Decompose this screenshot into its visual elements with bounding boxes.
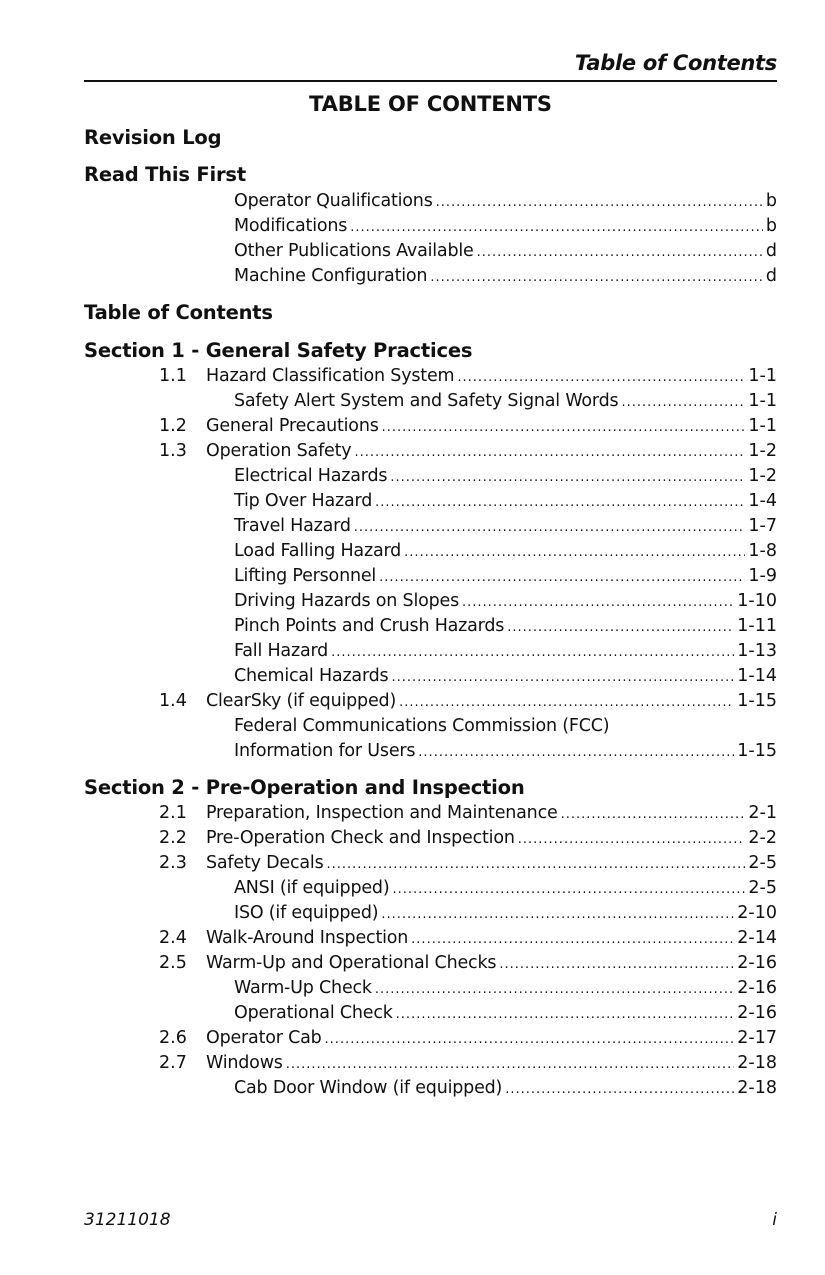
toc-entry[interactable] — [84, 1076, 777, 1101]
toc-entry-label: Preparation, Inspection and Maintenance — [206, 803, 558, 823]
toc-entry[interactable] — [84, 564, 777, 589]
toc-entry-label: Operator Qualifications — [234, 191, 433, 211]
toc-entry-label: ISO (if equipped) — [234, 903, 379, 923]
toc-entry-label: Tip Over Hazard — [234, 491, 373, 511]
toc-entry[interactable] — [84, 951, 777, 976]
toc-entry-label: Pinch Points and Crush Hazards — [234, 616, 505, 636]
toc-heading-label: Section 1 - General Safety Practices — [84, 339, 473, 362]
dot-leader — [462, 590, 734, 615]
toc-entry-page: d — [765, 266, 777, 286]
toc-entry-number: 1.1 — [159, 366, 187, 386]
toc-heading-revision-log[interactable] — [84, 125, 777, 150]
toc-entry-label: Chemical Hazards — [234, 666, 389, 686]
toc-entry[interactable] — [84, 214, 777, 239]
toc-entry-page: 2-16 — [737, 1003, 777, 1023]
toc-entry-number: 2.4 — [159, 928, 187, 948]
toc-entry-page: 1-10 — [737, 591, 777, 611]
toc-entry-label: Modifications — [234, 216, 348, 236]
dot-leader — [430, 265, 763, 290]
toc-entry[interactable] — [84, 1026, 777, 1051]
toc-entry-page: 2-18 — [737, 1078, 777, 1098]
dot-leader — [354, 440, 745, 465]
toc-entry[interactable] — [84, 539, 777, 564]
toc-entry-page: 1-11 — [737, 616, 777, 636]
toc-entry-label: Operation Safety — [206, 441, 352, 461]
toc-entry-label: Windows — [206, 1053, 283, 1073]
toc-entry-label: Warm-Up and Operational Checks — [206, 953, 497, 973]
toc-entry-number: 2.6 — [159, 1028, 187, 1048]
dot-leader — [499, 952, 734, 977]
toc-entry-label: Driving Hazards on Slopes — [234, 591, 460, 611]
dot-leader — [518, 827, 746, 852]
toc-entry-page: 2-14 — [737, 928, 777, 948]
toc-entry-label: Federal Communications Commission (FCC) — [234, 716, 610, 736]
toc-entry[interactable] — [84, 851, 777, 876]
toc-entry-number: 1.4 — [159, 691, 187, 711]
toc-entry-label: Safety Alert System and Safety Signal Words — [234, 391, 619, 411]
dot-leader — [399, 690, 734, 715]
toc-entry-page: b — [765, 191, 777, 211]
toc-entry-label: Safety Decals — [206, 853, 324, 873]
toc-entry-label: Warm-Up Check — [234, 978, 372, 998]
dot-leader — [381, 902, 734, 927]
toc-entry-page: 2-16 — [737, 978, 777, 998]
toc-entry[interactable] — [84, 976, 777, 1001]
toc-entry-label: Information for Users — [234, 741, 416, 761]
toc-entry-label: Travel Hazard — [234, 516, 351, 536]
toc-entry-number: 1.3 — [159, 441, 187, 461]
toc-entry[interactable] — [84, 664, 777, 689]
toc-entry-page: 1-15 — [737, 741, 777, 761]
toc-entry-wrap-line[interactable] — [84, 714, 777, 739]
toc-entry-number: 2.1 — [159, 803, 187, 823]
toc-entry-label: Fall Hazard — [234, 641, 329, 661]
toc-entry-label: Lifting Personnel — [234, 566, 377, 586]
toc-entry-number: 2.7 — [159, 1053, 187, 1073]
toc-entry-label: Hazard Classification System — [206, 366, 455, 386]
toc-entry-page: 1-4 — [748, 491, 777, 511]
toc-entry-label: Walk-Around Inspection — [206, 928, 409, 948]
dot-leader — [350, 215, 763, 240]
toc-entry[interactable] — [84, 826, 777, 851]
toc-entry[interactable] — [84, 1001, 777, 1026]
toc-entry-page: 2-17 — [737, 1028, 777, 1048]
toc-entry[interactable] — [84, 439, 777, 464]
dot-leader — [327, 852, 746, 877]
toc-entry-page: 2-18 — [737, 1053, 777, 1073]
toc-entry-page: 2-2 — [748, 828, 777, 848]
toc-entry[interactable] — [84, 1051, 777, 1076]
toc-entry-page: 2-10 — [737, 903, 777, 923]
toc-heading-label: Revision Log — [84, 126, 222, 149]
toc-entry-label: Operator Cab — [206, 1028, 322, 1048]
toc-entry-number: 1.2 — [159, 416, 187, 436]
toc-entry-page: 2-5 — [748, 878, 777, 898]
toc-entry-page: 2-16 — [737, 953, 777, 973]
toc-entry[interactable] — [84, 614, 777, 639]
toc-entry-page: 1-2 — [748, 466, 777, 486]
dot-leader — [411, 927, 734, 952]
dot-leader — [477, 240, 763, 265]
running-header: Table of Contents — [574, 51, 777, 75]
dot-leader — [418, 740, 734, 765]
toc-heading-section-1[interactable] — [84, 338, 777, 363]
toc-entry-page: 1-1 — [748, 366, 777, 386]
toc-entry-page: d — [765, 241, 777, 261]
toc-entry[interactable] — [84, 689, 777, 714]
toc-entry[interactable] — [84, 901, 777, 926]
toc-heading-label: Table of Contents — [84, 301, 273, 324]
toc-heading-label: Section 2 - Pre-Operation and Inspection — [84, 776, 525, 799]
dot-leader — [390, 465, 745, 490]
toc-entry-label: ClearSky (if equipped) — [206, 691, 397, 711]
dot-leader — [507, 615, 734, 640]
toc-entry[interactable] — [84, 801, 777, 826]
toc-entry-page: b — [765, 216, 777, 236]
toc-entry-page: 1-2 — [748, 441, 777, 461]
dot-leader — [354, 515, 746, 540]
toc-entry-page: 2-1 — [748, 803, 777, 823]
dot-leader — [331, 640, 734, 665]
dot-leader — [621, 390, 745, 415]
toc-heading-label: Read This First — [84, 163, 246, 186]
toc-entry-page: 1-1 — [748, 416, 777, 436]
dot-leader — [382, 415, 746, 440]
toc-heading-table-of-contents[interactable] — [84, 300, 777, 325]
toc-entry-page: 1-8 — [748, 541, 777, 561]
page-title: TABLE OF CONTENTS — [309, 92, 552, 116]
toc-entry[interactable] — [84, 464, 777, 489]
toc-entry[interactable] — [84, 189, 777, 214]
footer-page-number: i — [772, 1210, 777, 1230]
dot-leader — [391, 665, 734, 690]
toc-heading-section-2[interactable] — [84, 775, 777, 800]
toc-entry[interactable] — [84, 589, 777, 614]
dot-leader — [286, 1052, 735, 1077]
toc-entry-page: 1-1 — [748, 391, 777, 411]
dot-leader — [436, 190, 763, 215]
toc-entry[interactable] — [84, 389, 777, 414]
toc-list — [84, 0, 777, 1275]
dot-leader — [379, 565, 745, 590]
toc-entry-label: Other Publications Available — [234, 241, 474, 261]
dot-leader — [505, 1077, 734, 1102]
toc-entry[interactable] — [84, 364, 777, 389]
toc-heading-read-this-first[interactable] — [84, 162, 777, 187]
dot-leader — [375, 977, 734, 1002]
toc-entry[interactable] — [84, 239, 777, 264]
toc-entry[interactable] — [84, 414, 777, 439]
toc-entry-label: Cab Door Window (if equipped) — [234, 1078, 503, 1098]
toc-entry[interactable] — [84, 926, 777, 951]
toc-entry-label: Pre-Operation Check and Inspection — [206, 828, 515, 848]
dot-leader — [404, 540, 745, 565]
toc-entry-page: 1-14 — [737, 666, 777, 686]
toc-entry[interactable] — [84, 876, 777, 901]
dot-leader — [325, 1027, 735, 1052]
toc-entry-label: ANSI (if equipped) — [234, 878, 390, 898]
footer-doc-number: 31211018 — [84, 1210, 171, 1230]
toc-entry-page: 1-15 — [737, 691, 777, 711]
toc-entry-page: 1-9 — [748, 566, 777, 586]
toc-entry-label: Operational Check — [234, 1003, 393, 1023]
toc-entry-page: 1-7 — [748, 516, 777, 536]
dot-leader — [396, 1002, 735, 1027]
toc-entry-page: 2-5 — [748, 853, 777, 873]
toc-entry[interactable] — [84, 514, 777, 539]
dot-leader — [561, 802, 746, 827]
toc-entry-label: Electrical Hazards — [234, 466, 388, 486]
toc-entry-number: 2.5 — [159, 953, 187, 973]
toc-entry-label: General Precautions — [206, 416, 379, 436]
toc-entry-page: 1-13 — [737, 641, 777, 661]
toc-entry-number: 2.2 — [159, 828, 187, 848]
dot-leader — [375, 490, 745, 515]
toc-entry[interactable] — [84, 739, 777, 764]
dot-leader — [392, 877, 745, 902]
dot-leader — [457, 365, 745, 390]
toc-entry[interactable] — [84, 264, 777, 289]
toc-entry[interactable] — [84, 639, 777, 664]
toc-entry-label: Load Falling Hazard — [234, 541, 402, 561]
toc-entry[interactable] — [84, 489, 777, 514]
toc-entry-number: 2.3 — [159, 853, 187, 873]
toc-entry-label: Machine Configuration — [234, 266, 428, 286]
